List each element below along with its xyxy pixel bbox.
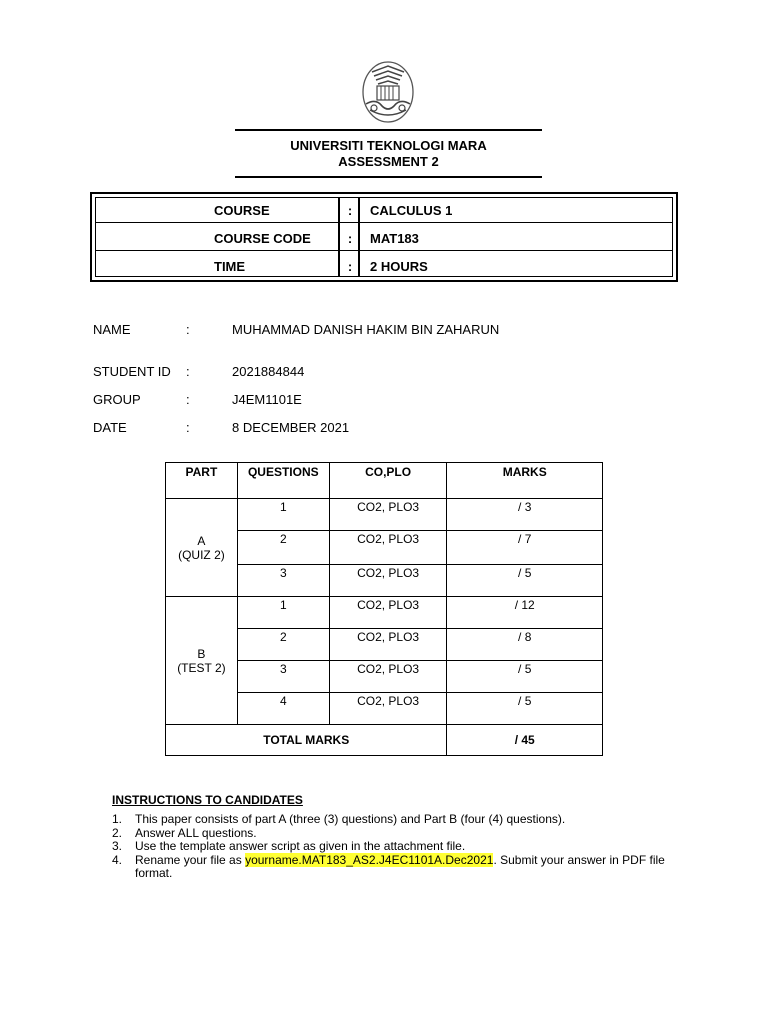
instruction-item (112, 854, 672, 881)
instruction-text: This paper consists of part A (three (3) questions) and Part B (four (4) questions). (135, 812, 566, 826)
date-label: DATE (93, 420, 127, 435)
course-code-row (96, 226, 672, 251)
instruction-text-post: . Submit your answer in PDF file format. (135, 852, 665, 880)
course-colon: : (347, 203, 353, 218)
header-co-plo: CO,PLO (329, 463, 447, 499)
co-plo-value: CO2, PLO3 (329, 661, 447, 693)
table-header-row (166, 463, 603, 499)
name-colon: : (186, 322, 190, 337)
name-label: NAME (93, 322, 131, 337)
student-id-value: 2021884844 (232, 364, 305, 379)
total-marks-label: TOTAL MARKS (166, 725, 447, 756)
student-id-colon: : (186, 364, 190, 379)
marks-value: / 3 (447, 499, 603, 531)
group-value: J4EM1101E (232, 392, 302, 407)
question-number: 3 (237, 565, 329, 597)
co-plo-value: CO2, PLO3 (329, 597, 447, 629)
instruction-text-pre: Rename your file as (135, 852, 246, 867)
assessment-title: ASSESSMENT 2 (338, 154, 439, 169)
university-name: UNIVERSITI TEKNOLOGI MARA (290, 138, 487, 153)
part-a-label: A (197, 534, 206, 548)
time-colon: : (347, 259, 353, 274)
course-label: COURSE (214, 203, 270, 218)
group-label: GROUP (93, 392, 141, 407)
co-plo-value: CO2, PLO3 (329, 499, 447, 531)
header-part: PART (166, 463, 238, 499)
instruction-number: 2. (112, 825, 123, 840)
course-info-box (90, 192, 678, 282)
question-number: 1 (237, 499, 329, 531)
question-number: 4 (237, 693, 329, 725)
co-plo-value: CO2, PLO3 (329, 693, 447, 725)
instructions-heading: INSTRUCTIONS TO CANDIDATES (112, 793, 303, 807)
instructions-list (112, 813, 672, 881)
date-colon: : (186, 420, 190, 435)
course-code-colon: : (347, 231, 353, 246)
instruction-number: 1. (112, 812, 123, 826)
instruction-text: Use the template answer script as given in the attachment file. (135, 839, 466, 853)
marks-value: / 5 (447, 693, 603, 725)
group-colon: : (186, 392, 190, 407)
marks-value: / 8 (447, 629, 603, 661)
header-top-rule (235, 129, 542, 131)
part-b-sublabel: (TEST 2) (177, 661, 226, 675)
marks-value: / 5 (447, 565, 603, 597)
header-bottom-rule (235, 176, 542, 178)
part-b-cell (166, 597, 238, 725)
course-row (96, 198, 672, 223)
course-code-label: COURSE CODE (214, 231, 311, 246)
marks-value: / 5 (447, 661, 603, 693)
course-value: CALCULUS 1 (370, 203, 453, 218)
university-logo-icon (358, 58, 418, 124)
total-marks-value: / 45 (447, 725, 603, 756)
co-plo-value: CO2, PLO3 (329, 565, 447, 597)
part-b-label: B (197, 647, 206, 661)
question-number: 3 (237, 661, 329, 693)
question-number: 1 (237, 597, 329, 629)
date-value: 8 DECEMBER 2021 (232, 420, 350, 435)
name-value: MUHAMMAD DANISH HAKIM BIN ZAHARUN (232, 322, 500, 337)
instruction-number: 3. (112, 839, 123, 853)
instruction-number: 4. (112, 852, 123, 867)
header-questions: QUESTIONS (237, 463, 329, 499)
highlighted-filename: yourname.MAT183_AS2.J4EC1101A.Dec2021 (245, 852, 494, 867)
student-id-label: STUDENT ID (93, 364, 171, 379)
marks-table (165, 462, 603, 756)
time-label: TIME (214, 259, 246, 274)
question-number: 2 (237, 531, 329, 565)
table-row (166, 499, 603, 531)
co-plo-value: CO2, PLO3 (329, 531, 447, 565)
instruction-item (112, 813, 672, 827)
marks-value: / 12 (447, 597, 603, 629)
header-marks: MARKS (447, 463, 603, 499)
time-row (96, 254, 672, 278)
part-a-sublabel: (QUIZ 2) (178, 548, 225, 562)
course-code-value: MAT183 (370, 231, 419, 246)
marks-value: / 7 (447, 531, 603, 565)
question-number: 2 (237, 629, 329, 661)
time-value: 2 HOURS (370, 259, 428, 274)
instruction-item (112, 827, 672, 841)
instruction-text: Answer ALL questions. (135, 825, 257, 840)
co-plo-value: CO2, PLO3 (329, 629, 447, 661)
part-a-cell (166, 499, 238, 597)
total-row (166, 725, 603, 756)
table-row (166, 597, 603, 629)
instruction-item (112, 840, 672, 854)
